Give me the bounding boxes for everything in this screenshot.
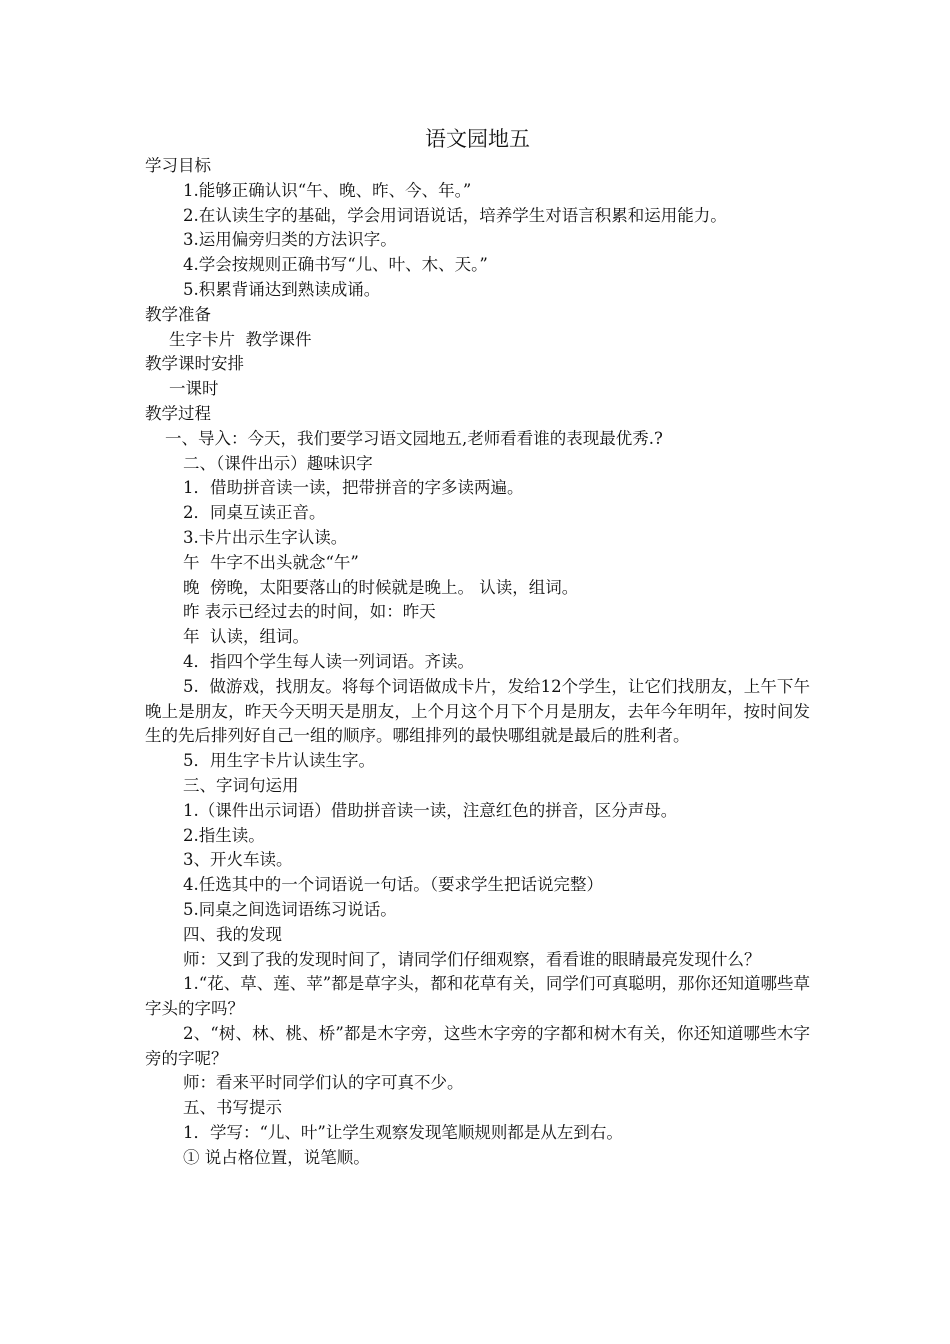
- discovery-paragraph: 1.“花、草、莲、苹”都是草字头，都和花草有关，同学们可真聪明，那你还知道哪些草字头的字吗？: [145, 974, 810, 1019]
- char-note: 年 认读，组词。: [183, 627, 309, 647]
- part5-heading: 五、书写提示: [183, 1098, 282, 1118]
- objective-item: 4.学会按规则正确书写“儿、叶、木、天。”: [183, 255, 488, 275]
- discovery-paragraph: 师：又到了我的发现时间了，请同学们仔细观察，看看谁的眼睛最亮发现什么？: [183, 949, 761, 969]
- step-item: 4．指四个学生每人读一列词语。齐读。: [183, 651, 474, 671]
- step-item: ① 说占格位置，说笔顺。: [183, 1147, 370, 1167]
- step-item: 4.任选其中的一个词语说一句话。（要求学生把话说完整）: [183, 875, 603, 895]
- intro-line: 一、导入：今天，我们要学习语文园地五,老师看看谁的表现最优秀.?: [165, 428, 663, 448]
- step-item: 5.同桌之间选词语练习说话。: [183, 899, 397, 919]
- page-title: 语文园地五: [425, 127, 530, 151]
- objective-item: 5.积累背诵达到熟读成诵。: [183, 279, 381, 299]
- game-paragraph: 5. 做游戏，找朋友。将每个词语做成卡片，发给12个学生，让它们找朋友，上午下午晚上是朋友，昨天今天明天是朋友，上个月这个月下个月是朋友，去年今年明年，按时间发生的先后排列好自己一组的顺序。哪组排列的最快哪组就是最后的胜利者。: [145, 676, 810, 746]
- char-note: 午 牛字不出头就念“午”: [183, 552, 359, 572]
- step-item: 2.指生读。: [183, 825, 265, 845]
- step-item: 1．学写：“儿、叶”让学生观察发现笔顺规则都是从左到右。: [183, 1123, 623, 1143]
- char-note: 晚 傍晚，太阳要落山的时候就是晚上。 认读，组词。: [183, 577, 579, 597]
- part4-heading: 四、我的发现: [183, 924, 282, 944]
- schedule-text: 一课时: [169, 379, 219, 399]
- step-item: 1.（课件出示词语）借助拼音读一读，注意红色的拼音，区分声母。: [183, 800, 678, 820]
- step-item: 3、开火车读。: [183, 850, 293, 870]
- step-item: 2．同桌互读正音。: [183, 503, 326, 523]
- process-heading: 教学过程: [145, 403, 211, 423]
- step-item: 1．借助拼音读一读，把带拼音的字多读两遍。: [183, 478, 524, 498]
- char-note: 昨 表示已经过去的时间，如：昨天: [183, 602, 436, 622]
- prep-text: 生字卡片 教学课件: [169, 329, 312, 349]
- objectives-heading: 学习目标: [145, 156, 211, 175]
- objective-item: 2.在认读生字的基础，学会用词语说话，培养学生对语言积累和运用能力。: [183, 205, 727, 225]
- step-item: 师：看来平时同学们认的字可真不少。: [183, 1073, 464, 1093]
- part2-heading: 二、（课件出示）趣味识字: [183, 453, 373, 473]
- step-item: 3.卡片出示生字认读。: [183, 527, 348, 547]
- document-page: [145, 124, 810, 1171]
- part3-heading: 三、字词句运用: [183, 775, 299, 795]
- objective-item: 1.能够正确认识“午、晚、昨、今、年。”: [183, 180, 472, 200]
- step-item: 5．用生字卡片认读生字。: [183, 751, 375, 771]
- discovery-paragraph: 2、“树、林、桃、桥”都是木字旁，这些木字旁的字都和树木有关，你还知道哪些木字旁的字呢？: [145, 1023, 810, 1068]
- objective-item: 3.运用偏旁归类的方法识字。: [183, 230, 397, 250]
- prep-heading: 教学准备: [145, 304, 211, 324]
- schedule-heading: 教学课时安排: [145, 354, 244, 374]
